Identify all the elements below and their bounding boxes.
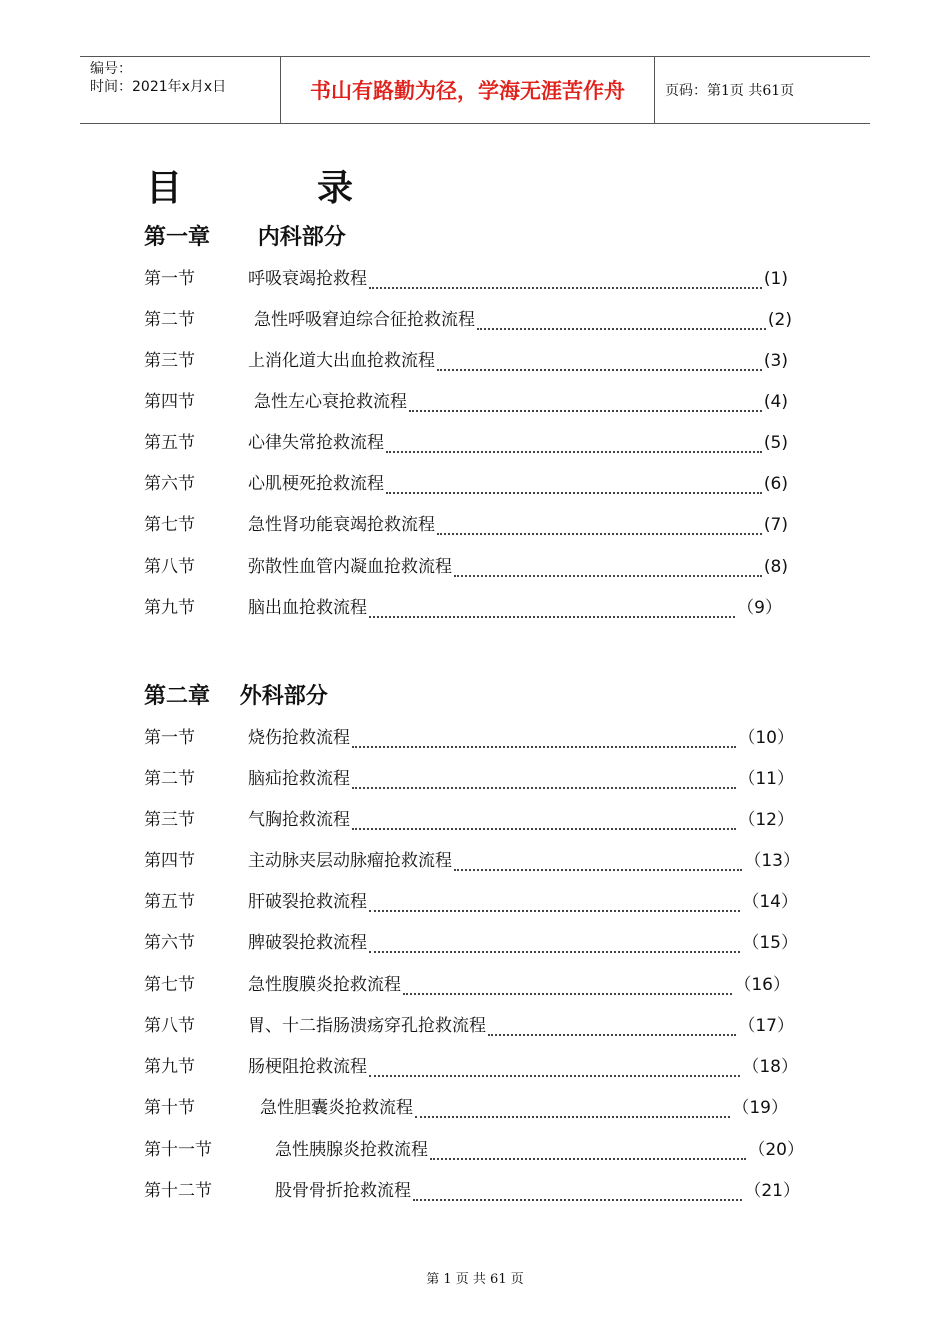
- date-label: 时间：2021年x月x日: [90, 79, 227, 95]
- leader-dots: [437, 355, 762, 371]
- toc-entry[interactable]: [144, 267, 788, 291]
- chapter-heading: [144, 679, 328, 710]
- leader-dots: [352, 773, 736, 789]
- section-title: 脑疝抢救流程: [248, 769, 350, 789]
- toc-entry[interactable]: [144, 808, 794, 832]
- section-number: 第三节: [144, 810, 195, 830]
- toc-entry[interactable]: [144, 308, 792, 332]
- toc-entry[interactable]: [144, 596, 782, 620]
- leader-dots: [413, 1185, 742, 1201]
- toc-entry[interactable]: [144, 431, 788, 455]
- toc-title-char-1: 目: [146, 168, 183, 209]
- page-number: (3): [763, 351, 788, 371]
- section-number: 第七节: [144, 975, 195, 995]
- section-number: 第一节: [144, 728, 195, 748]
- leader-dots: [369, 1061, 740, 1077]
- section-title: 烧伤抢救流程: [248, 728, 350, 748]
- page-number: (6): [763, 474, 788, 494]
- section-number: 第十二节: [144, 1181, 212, 1201]
- section-number: 第一节: [144, 269, 195, 289]
- section-title: 急性胆囊炎抢救流程: [260, 1098, 413, 1118]
- toc-entry[interactable]: [144, 1096, 788, 1120]
- section-title: 急性腹膜炎抢救流程: [248, 975, 401, 995]
- number-label: 编号：: [90, 61, 132, 77]
- header-meta: [80, 57, 280, 123]
- leader-dots: [369, 937, 740, 953]
- section-number: 第九节: [144, 598, 195, 618]
- leader-dots: [386, 437, 762, 453]
- section-title: 上消化道大出血抢救流程: [248, 351, 435, 371]
- section-number: 第五节: [144, 892, 195, 912]
- page-number: （14）: [742, 892, 798, 912]
- section-title: 急性呼吸窘迫综合征抢救流程: [254, 310, 475, 330]
- leader-dots: [369, 896, 740, 912]
- section-title: 气胸抢救流程: [248, 810, 350, 830]
- toc-entry[interactable]: [144, 1179, 800, 1203]
- section-title: 急性左心衰抢救流程: [254, 392, 407, 412]
- toc-entry[interactable]: [144, 472, 788, 496]
- toc-entry[interactable]: [144, 555, 788, 579]
- page-number: （21）: [744, 1181, 800, 1201]
- page-number: (8): [763, 557, 788, 577]
- leader-dots: [415, 1102, 730, 1118]
- toc-entry[interactable]: [144, 349, 788, 373]
- page-number: （18）: [742, 1057, 798, 1077]
- leader-dots: [386, 478, 762, 494]
- section-title: 脾破裂抢救流程: [248, 933, 367, 953]
- section-title: 主动脉夹层动脉瘤抢救流程: [248, 851, 452, 871]
- toc-entry[interactable]: [144, 513, 788, 537]
- toc-title: [146, 160, 353, 211]
- page-number: （17）: [738, 1016, 794, 1036]
- section-number: 第九节: [144, 1057, 195, 1077]
- page-number: (5): [763, 433, 788, 453]
- section-number: 第十节: [144, 1098, 195, 1118]
- section-number: 第六节: [144, 933, 195, 953]
- page-number: (1): [763, 269, 788, 289]
- chapter-label: 第二章: [144, 684, 211, 709]
- page-number: (4): [763, 392, 788, 412]
- leader-dots: [369, 602, 735, 618]
- leader-dots: [454, 855, 742, 871]
- chapter-label: 第一章: [144, 225, 211, 250]
- section-title: 急性肾功能衰竭抢救流程: [248, 515, 435, 535]
- page-number: (2): [767, 310, 792, 330]
- page-number: （12）: [738, 810, 794, 830]
- section-title: 肝破裂抢救流程: [248, 892, 367, 912]
- toc-entry[interactable]: [144, 1055, 798, 1079]
- page-number: （9）: [737, 598, 782, 618]
- leader-dots: [403, 979, 732, 995]
- page-number: （13）: [744, 851, 800, 871]
- leader-dots: [352, 732, 736, 748]
- header-motto: 书山有路勤为径，学海无涯苦作舟: [280, 57, 655, 123]
- leader-dots: [430, 1144, 746, 1160]
- page-number: （15）: [742, 933, 798, 953]
- page-number: （11）: [738, 769, 794, 789]
- toc-entry[interactable]: [144, 1138, 804, 1162]
- section-title: 弥散性血管内凝血抢救流程: [248, 557, 452, 577]
- section-number: 第八节: [144, 557, 195, 577]
- section-title: 心律失常抢救流程: [248, 433, 384, 453]
- toc-entry[interactable]: [144, 390, 788, 414]
- page-number: （19）: [732, 1098, 788, 1118]
- chapter-title: 内科部分: [257, 225, 346, 250]
- toc-entry[interactable]: [144, 849, 800, 873]
- header-page-info: 页码：第1页 共61页: [665, 83, 795, 99]
- section-number: 第四节: [144, 392, 195, 412]
- leader-dots: [477, 314, 766, 330]
- page-number: （16）: [734, 975, 790, 995]
- chapter-title: 外科部分: [239, 684, 328, 709]
- section-number: 第十一节: [144, 1140, 212, 1160]
- section-number: 第六节: [144, 474, 195, 494]
- section-title: 股骨骨折抢救流程: [275, 1181, 411, 1201]
- section-number: 第五节: [144, 433, 195, 453]
- page-header: [80, 56, 870, 124]
- section-title: 急性胰腺炎抢救流程: [275, 1140, 428, 1160]
- section-title: 肠梗阻抢救流程: [248, 1057, 367, 1077]
- section-number: 第二节: [144, 769, 195, 789]
- page-number: (7): [763, 515, 788, 535]
- chapter-heading: [144, 220, 346, 251]
- section-number: 第二节: [144, 310, 195, 330]
- page-number: （20）: [748, 1140, 804, 1160]
- page-number: （10）: [738, 728, 794, 748]
- section-title: 心肌梗死抢救流程: [248, 474, 384, 494]
- leader-dots: [409, 396, 762, 412]
- toc-entry[interactable]: [144, 1014, 794, 1038]
- toc-entry[interactable]: [144, 767, 794, 791]
- page-footer: 第 1 页 共 61 页: [426, 1272, 524, 1287]
- toc-title-char-2: 录: [317, 168, 354, 209]
- section-number: 第四节: [144, 851, 195, 871]
- toc-entry[interactable]: [144, 931, 798, 955]
- leader-dots: [369, 273, 762, 289]
- section-title: 胃、十二指肠溃疡穿孔抢救流程: [248, 1016, 486, 1036]
- leader-dots: [454, 561, 762, 577]
- section-title: 脑出血抢救流程: [248, 598, 367, 618]
- leader-dots: [488, 1020, 736, 1036]
- leader-dots: [437, 519, 762, 535]
- toc-entry[interactable]: [144, 726, 794, 750]
- section-number: 第三节: [144, 351, 195, 371]
- section-number: 第七节: [144, 515, 195, 535]
- section-title: 呼吸衰竭抢救程: [248, 269, 367, 289]
- toc-entry[interactable]: [144, 890, 798, 914]
- leader-dots: [352, 814, 736, 830]
- section-number: 第八节: [144, 1016, 195, 1036]
- toc-entry[interactable]: [144, 973, 790, 997]
